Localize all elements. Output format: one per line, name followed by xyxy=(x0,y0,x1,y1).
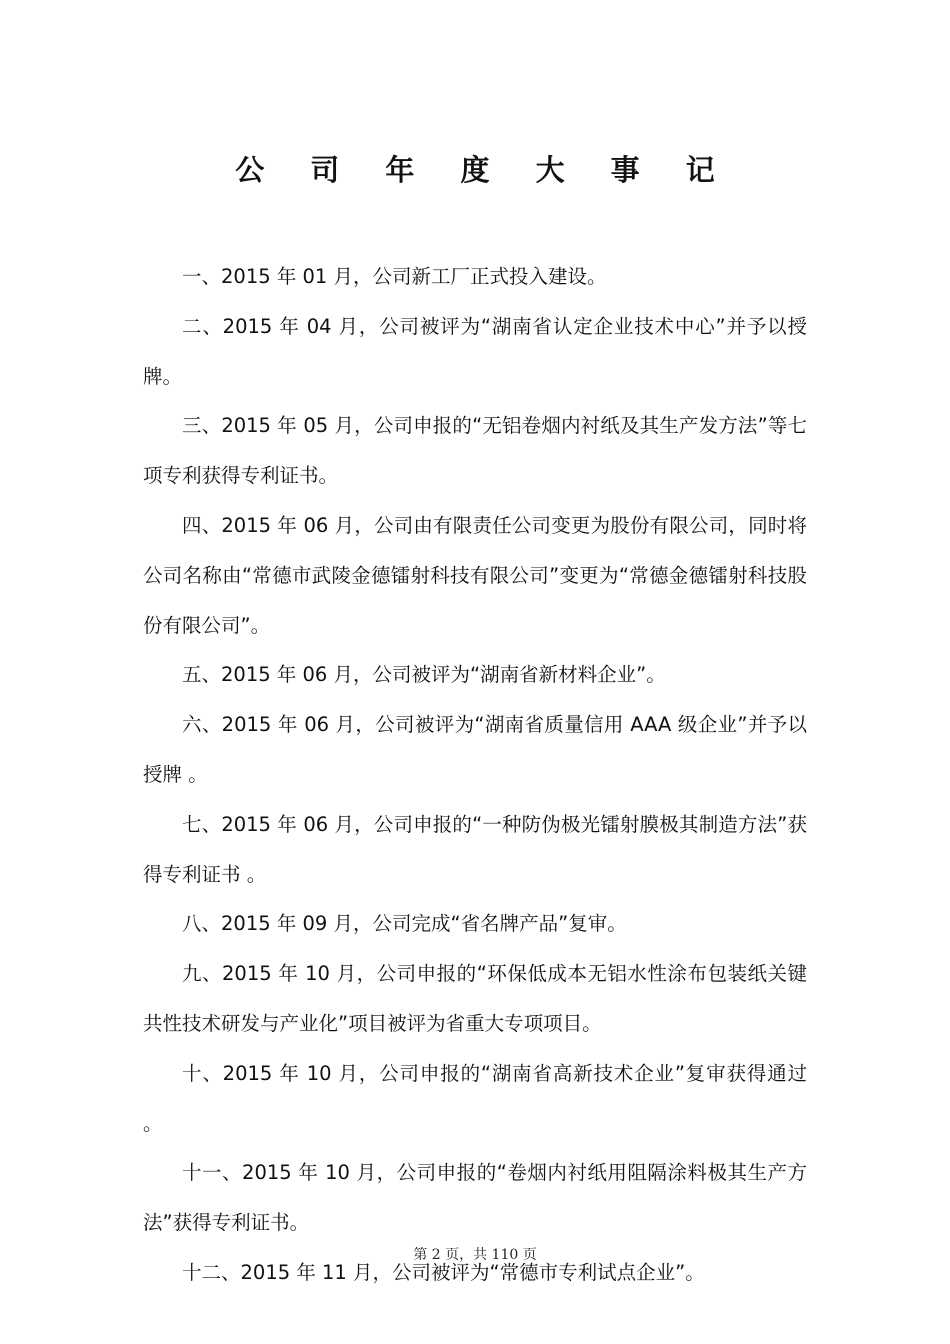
event-paragraph: 二、2015 年 04 月，公司被评为“湖南省认定企业技术中心”并予以授牌。 xyxy=(143,314,807,388)
event-paragraph: 十一、2015 年 10 月，公司申报的“卷烟内衬纸用阻隔涂料极其生产方法”获得专利证书。 xyxy=(143,1161,807,1235)
event-paragraph: 三、2015 年 05 月，公司申报的“无铝卷烟内衬纸及其生产发方法”等七项专利获得专利证书。 xyxy=(143,414,807,488)
event-paragraph: 五、2015 年 06 月，公司被评为“湖南省新材料企业”。 xyxy=(182,663,666,687)
event-paragraph: 十、2015 年 10 月，公司申报的“湖南省高新技术企业”复审获得通过 。 xyxy=(143,1061,807,1135)
event-paragraph: 四、2015 年 06 月，公司由有限责任公司变更为股份有限公司，同时将公司名称由“常德市武陵金德镭射科技有限公司”变更为“常德金德镭射科技股份有限公司”。 xyxy=(143,513,807,637)
page-title: 公 司 年 度 大 事 记 xyxy=(235,153,733,187)
event-paragraph: 一、2015 年 01 月，公司新工厂正式投入建设。 xyxy=(182,265,607,288)
event-paragraph: 八、2015 年 09 月，公司完成“省名牌产品”复审。 xyxy=(182,912,627,936)
document-body xyxy=(143,252,807,1298)
event-paragraph: 十二、2015 年 11 月，公司被评为“常德市专利试点企业”。 xyxy=(182,1260,705,1284)
event-paragraph: 七、2015 年 06 月，公司申报的“一种防伪极光镭射膜极其制造方法”获得专利证书 。 xyxy=(143,812,807,886)
event-paragraph: 九、2015 年 10 月，公司申报的“环保低成本无铝水性涂布包装纸关键共性技术研发与产业化”项目被评为省重大专项项目。 xyxy=(143,962,807,1035)
event-paragraph: 六、2015 年 06 月，公司被评为“湖南省质量信用 AAA 级企业”并予以授牌 。 xyxy=(143,713,807,786)
page-number-footer: 第 2 页，共 110 页 xyxy=(413,1247,537,1263)
